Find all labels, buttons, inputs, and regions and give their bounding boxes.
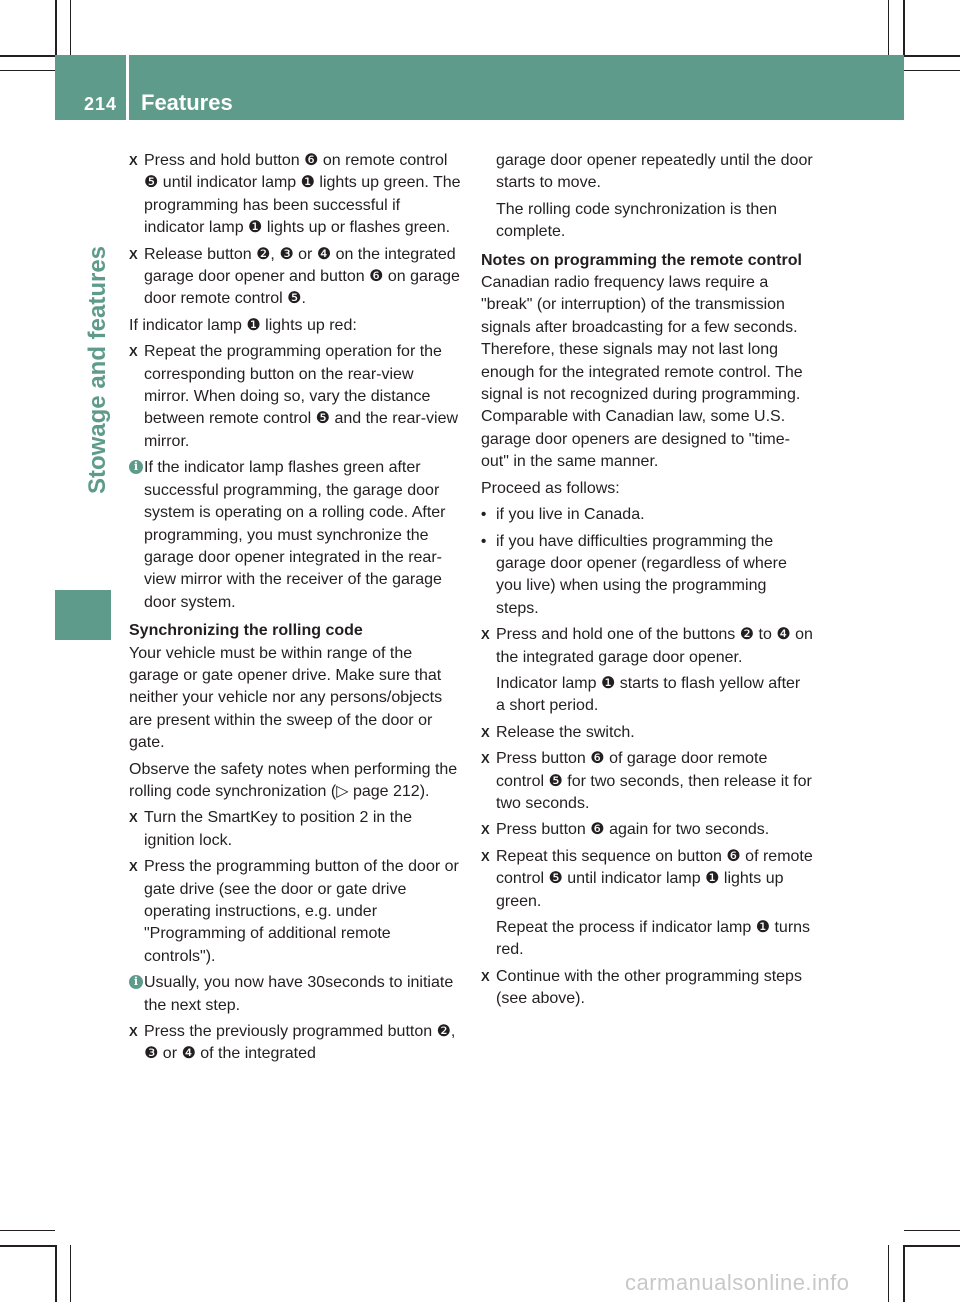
step-marker-icon: X bbox=[481, 724, 490, 740]
step-marker-icon: X bbox=[129, 344, 138, 360]
bullet-icon: • bbox=[481, 532, 487, 550]
paragraph: Canadian radio frequency laws require a "break" (or interruption) of the transmission signals after broadcasting for a few seconds. Therefore, these signals may not last long enough for the integrated remote control. The signal is not recognized during programming. Comparable with Canadian law, some U.S. garage door openers are designed to "time-out" in the same manner. bbox=[481, 274, 803, 471]
item-text: Press and hold button ❻ on remote control ❺ until indicator lamp ❶ lights up green. The programming has been successful if indicator lamp ❶ lights up or flashes green. bbox=[144, 152, 461, 237]
step-marker-icon: X bbox=[129, 810, 138, 826]
item-text: Release button ❷, ❸ or ❹ on the integrated garage door opener and button ❻ on garage door remote control ❺. bbox=[144, 245, 460, 308]
item-text: Press button ❻ again for two seconds. bbox=[496, 821, 770, 839]
instruction-step bbox=[481, 966, 813, 1011]
info-text: If the indicator lamp flashes green after successful programming, the garage door system is operating on a rolling code. After programming, you must synchronize the garage door opener integrated in the rear-view mirror with the receiver of the garage door system. bbox=[144, 459, 446, 611]
step-marker-icon: X bbox=[129, 1024, 138, 1040]
instruction-step bbox=[129, 856, 461, 968]
bullet-icon: • bbox=[481, 506, 487, 524]
crop-mark bbox=[888, 0, 889, 55]
crop-mark bbox=[903, 0, 905, 55]
paragraph: Your vehicle must be within range of the garage or gate opener drive. Make sure that neither your vehicle nor any persons/objects are present within the sweep of the door or gate. bbox=[129, 644, 443, 752]
instruction-step bbox=[129, 1021, 461, 1066]
side-tab-marker bbox=[55, 590, 111, 640]
crop-mark bbox=[0, 55, 55, 57]
instruction-step bbox=[129, 150, 461, 240]
paragraph: Proceed as follows: bbox=[481, 479, 620, 497]
instruction-step bbox=[129, 807, 461, 852]
instruction-step bbox=[481, 846, 813, 913]
item-text: Press the previously programmed button ❷, ❸ or ❹ of the integrated bbox=[144, 1023, 456, 1063]
instruction-step bbox=[129, 341, 461, 453]
page-number: 214 bbox=[84, 94, 118, 114]
crop-mark bbox=[70, 0, 71, 55]
info-icon: i bbox=[129, 975, 143, 989]
crop-mark bbox=[0, 1245, 55, 1247]
side-tab-label: Stowage and features bbox=[84, 245, 111, 495]
info-note bbox=[129, 457, 461, 614]
header-divider bbox=[126, 55, 129, 120]
instruction-step bbox=[481, 722, 813, 744]
crop-mark bbox=[888, 1245, 889, 1302]
instruction-step bbox=[481, 624, 813, 669]
step-continuation: garage door opener repeatedly until the door starts to move. bbox=[496, 152, 813, 192]
item-text: Turn the SmartKey to position 2 in the ignition lock. bbox=[144, 809, 412, 849]
crop-mark bbox=[55, 1245, 57, 1302]
item-text: if you live in Canada. bbox=[496, 506, 645, 524]
bullet-item bbox=[481, 531, 813, 621]
instruction-step bbox=[129, 244, 461, 311]
step-continuation: Indicator lamp ❶ starts to flash yellow after a short period. bbox=[496, 674, 801, 715]
paragraph: Observe the safety notes when performing the rolling code synchronization (▷ page 212). bbox=[129, 760, 458, 800]
subheading: Synchronizing the rolling code bbox=[129, 622, 363, 640]
footer-watermark: carmanualsonline.info bbox=[625, 1270, 850, 1295]
crop-mark bbox=[55, 0, 57, 55]
instruction-step bbox=[481, 819, 813, 841]
item-text: Release the switch. bbox=[496, 723, 635, 741]
crop-mark bbox=[904, 1230, 960, 1231]
step-marker-icon: X bbox=[481, 627, 490, 643]
item-text: Press the programming button of the door or gate drive (see the door or gate drive operating instructions, e.g. under "Programming of additional remote controls"). bbox=[144, 858, 459, 965]
step-marker-icon: X bbox=[129, 859, 138, 875]
item-text: Press button ❻ of garage door remote control ❺ for two seconds, then release it for two seconds. bbox=[496, 750, 812, 812]
right-column bbox=[481, 150, 813, 1015]
crop-mark bbox=[0, 70, 55, 71]
info-text: Usually, you now have 30seconds to initiate the next step. bbox=[144, 974, 454, 1014]
step-continuation: The rolling code synchronization is then complete. bbox=[496, 200, 778, 241]
info-note bbox=[129, 972, 461, 1017]
step-continuation: Repeat the process if indicator lamp ❶ turns red. bbox=[496, 919, 811, 959]
paragraph: If indicator lamp ❶ lights up red: bbox=[129, 316, 357, 334]
instruction-step bbox=[481, 748, 813, 815]
crop-mark bbox=[0, 1230, 55, 1231]
crop-mark bbox=[903, 1245, 905, 1302]
item-text: if you have difficulties programming the garage door opener (regardless of where you live) when using the programming steps. bbox=[496, 532, 787, 617]
crop-mark bbox=[904, 55, 960, 57]
step-marker-icon: X bbox=[129, 153, 138, 168]
subheading: Notes on programming the remote control bbox=[481, 251, 802, 269]
item-text: Repeat the programming operation for the corresponding button on the rear-view mirror. When doing so, vary the distance between remote control ❺ and the rear-view mirror. bbox=[144, 343, 459, 450]
item-text: Press and hold one of the buttons ❷ to ❹ on the integrated garage door opener. bbox=[496, 626, 813, 666]
crop-mark bbox=[70, 1245, 71, 1302]
crop-mark bbox=[904, 70, 960, 71]
item-text: Continue with the other programming steps (see above). bbox=[496, 967, 802, 1008]
step-marker-icon: X bbox=[481, 751, 490, 767]
item-text: Repeat this sequence on button ❻ of remote control ❺ until indicator lamp ❶ lights up green. bbox=[496, 847, 813, 910]
bullet-item bbox=[481, 504, 813, 526]
step-marker-icon: X bbox=[481, 822, 490, 838]
step-marker-icon: X bbox=[481, 848, 490, 864]
section-title: Features bbox=[141, 90, 233, 115]
crop-mark bbox=[904, 1245, 960, 1247]
step-marker-icon: X bbox=[481, 968, 490, 984]
info-icon: i bbox=[129, 460, 143, 474]
left-column bbox=[129, 150, 461, 1070]
step-marker-icon: X bbox=[129, 246, 138, 262]
